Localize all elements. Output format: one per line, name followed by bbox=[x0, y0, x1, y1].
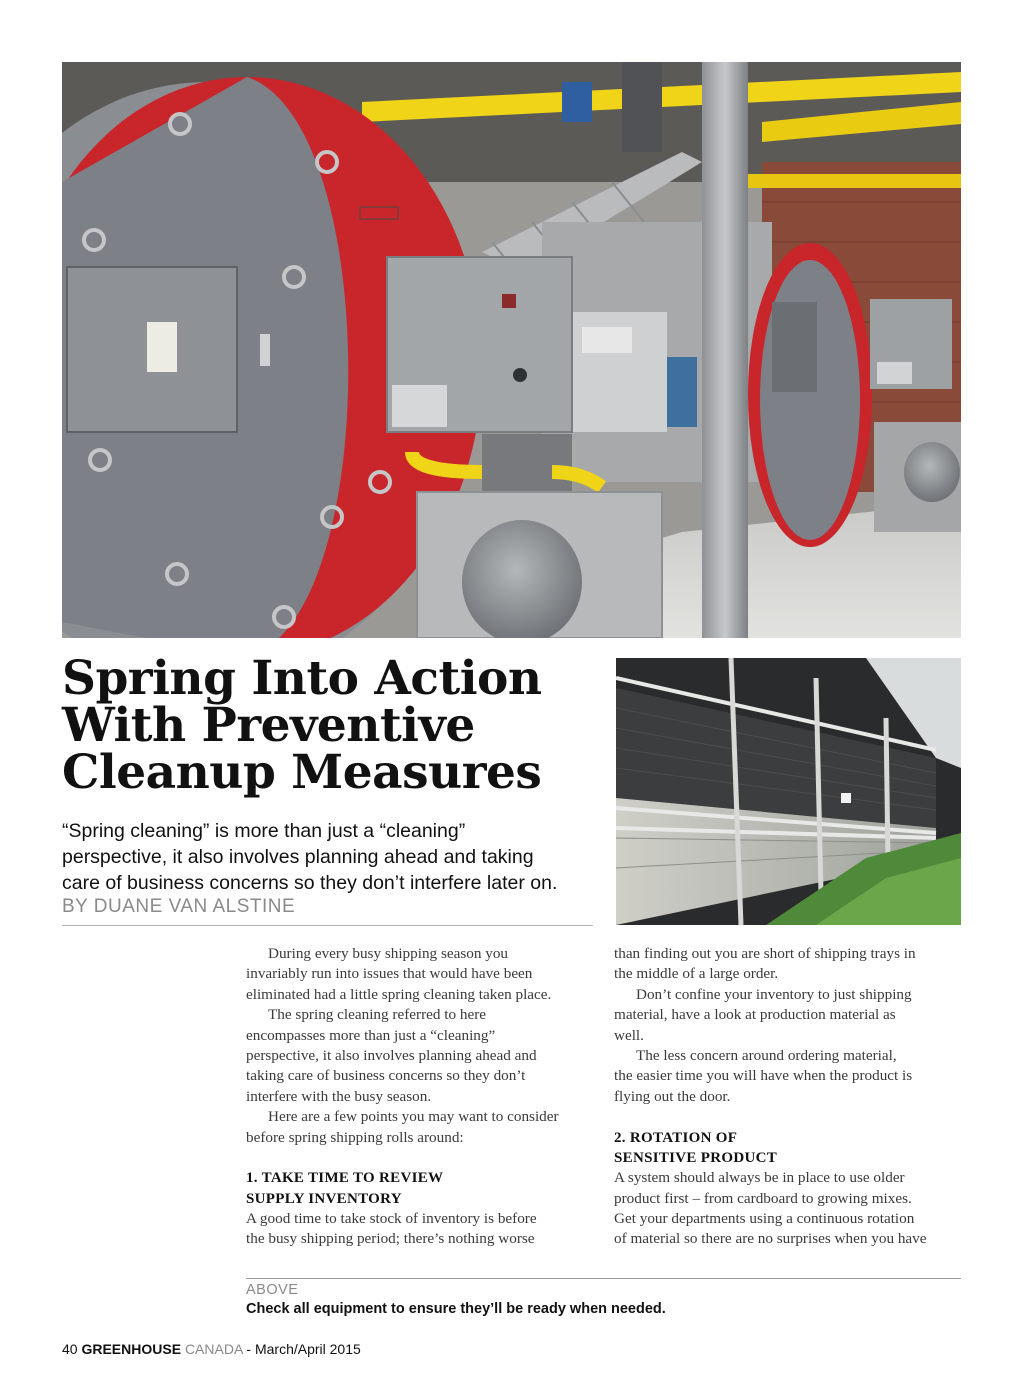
body-text-line: well. bbox=[614, 1026, 644, 1044]
section-heading: 2. ROTATION OF bbox=[614, 1129, 738, 1146]
magazine-name-suffix: CANADA bbox=[184, 1341, 243, 1357]
boiler-room-illustration bbox=[62, 62, 961, 638]
caption-divider bbox=[246, 1278, 961, 1279]
article-deck bbox=[62, 818, 602, 896]
body-text-line: product first – from cardboard to growing mixes. bbox=[614, 1189, 912, 1207]
byline: BY DUANE VAN ALSTINE bbox=[62, 896, 296, 917]
body-text-line: Get your departments using a continuous rotation bbox=[614, 1210, 915, 1228]
body-text-line: Here are a few points you may want to consider bbox=[268, 1108, 559, 1126]
body-text-line: Don’t confine your inventory to just shipping bbox=[636, 985, 912, 1003]
article-headline bbox=[62, 651, 622, 800]
deck-line: perspective, it also involves planning ahead and taking bbox=[62, 846, 534, 868]
body-text-line: interfere with the busy season. bbox=[246, 1087, 432, 1105]
body-text-line: eliminated had a little spring cleaning taken place. bbox=[246, 985, 552, 1003]
body-text-line: the middle of a large order. bbox=[614, 965, 779, 983]
headline-line: Spring Into Action bbox=[62, 651, 542, 706]
section-heading: SUPPLY INVENTORY bbox=[246, 1190, 402, 1207]
body-column-1 bbox=[246, 944, 593, 1250]
paragraph-gap bbox=[614, 1107, 961, 1127]
body-text-line: than finding out you are short of shipping trays in bbox=[614, 945, 916, 962]
headline-line: With Preventive bbox=[62, 698, 475, 753]
caption-label: ABOVE bbox=[246, 1282, 299, 1298]
section-heading: 1. TAKE TIME TO REVIEW bbox=[246, 1170, 444, 1187]
boiler-room-photo bbox=[62, 62, 961, 638]
body-text-line: the easier time you will have when the product is bbox=[614, 1067, 913, 1085]
body-text-line: flying out the door. bbox=[614, 1087, 731, 1105]
page-footer bbox=[62, 1341, 361, 1357]
body-column-2 bbox=[614, 944, 961, 1250]
body-text-line: During every busy shipping season you bbox=[268, 945, 509, 962]
caption-text: Check all equipment to ensure they’ll be ready when needed. bbox=[246, 1301, 666, 1317]
byline-divider bbox=[62, 925, 593, 926]
deck-line: “Spring cleaning” is more than just a “cleaning” bbox=[62, 820, 466, 842]
body-text-line: material, have a look at production material as bbox=[614, 1006, 896, 1024]
page-number: 40 bbox=[62, 1341, 78, 1357]
body-text-line: invariably run into issues that would have been bbox=[246, 965, 533, 983]
body-text-line: A system should always be in place to use older bbox=[614, 1169, 905, 1187]
body-text-line: before spring shipping rolls around: bbox=[246, 1128, 464, 1146]
body-text-line: the busy shipping period; there’s nothing worse bbox=[246, 1230, 535, 1248]
body-text-line: A good time to take stock of inventory is before bbox=[246, 1210, 537, 1228]
body-text-line: taking care of business concerns so they don’t bbox=[246, 1067, 526, 1085]
body-text-line: perspective, it also involves planning ahead and bbox=[246, 1046, 537, 1064]
body-text-line: The spring cleaning referred to here bbox=[268, 1006, 487, 1024]
magazine-name: GREENHOUSE bbox=[81, 1341, 182, 1357]
greenhouse-interior-photo bbox=[616, 658, 961, 925]
body-text-line: The less concern around ordering material, bbox=[636, 1046, 897, 1064]
body-text-line: encompasses more than just a “cleaning” bbox=[246, 1026, 496, 1044]
headline-line: Cleanup Measures bbox=[62, 745, 542, 800]
section-heading: SENSITIVE PRODUCT bbox=[614, 1149, 778, 1166]
body-text-line: of material so there are no surprises when you have bbox=[614, 1230, 927, 1248]
issue-date: - March/April 2015 bbox=[246, 1341, 361, 1357]
greenhouse-illustration bbox=[616, 658, 961, 925]
deck-line: care of business concerns so they don’t interfere later on. bbox=[62, 872, 558, 894]
paragraph-gap bbox=[246, 1148, 593, 1168]
